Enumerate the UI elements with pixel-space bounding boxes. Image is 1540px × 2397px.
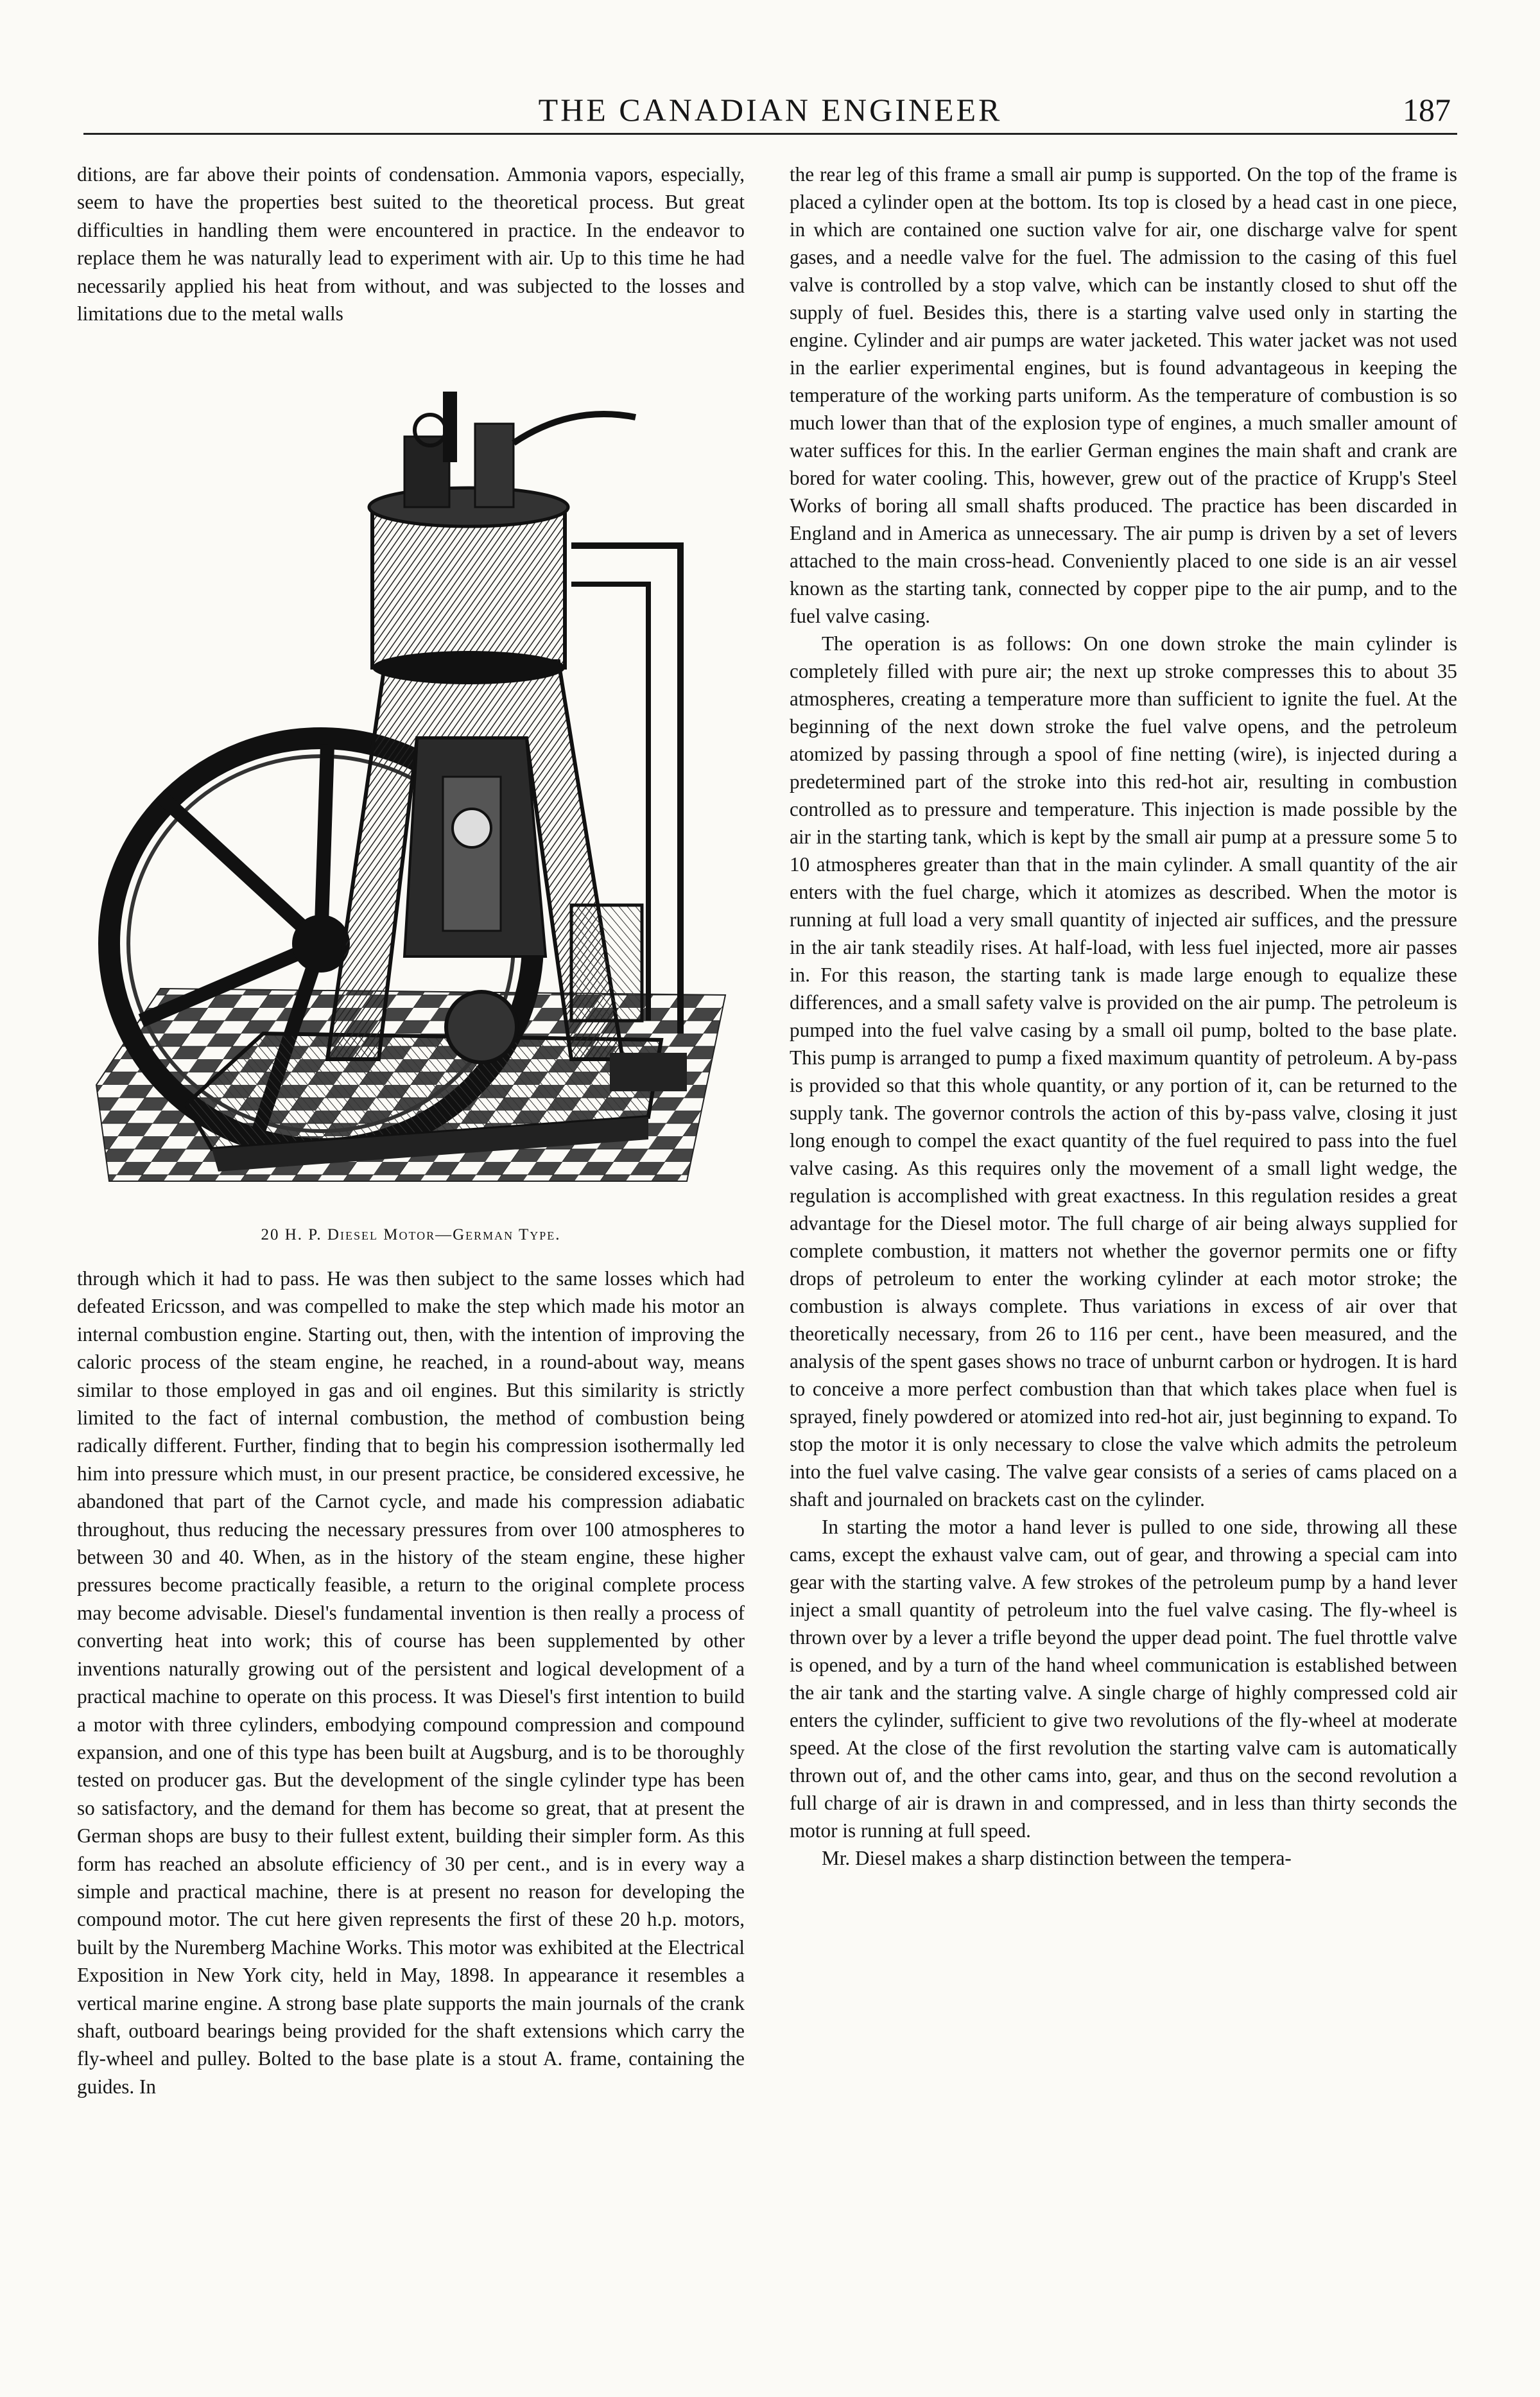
running-header (83, 91, 1457, 132)
left-lead-paragraph-box (77, 160, 745, 379)
journal-title: THE CANADIAN ENGINEER (538, 92, 1003, 128)
right-paragraph-2: The operation is as follows: On one down stroke the main cylinder is completely filled with pure air; the next up stroke compresses this to about 35 atmospheres, creating a temperature more than sufficient to ignite the fuel. At the beginning of the next down stroke the fuel valve opens, and the petroleum atomized by passing through a spool of fine netting (wire), is injected during a predetermined part of the stroke into this red-hot air, resulting in combustion controlled as to pressure and temperature. This injection is made possible by the air in the starting tank, which is kept by the small air pump at a pressure some 5 to 10 atmospheres greater than that in the main cylinder. A small quantity of the air enters with the fuel charge, which it atomizes as described. When the motor is running at full load a very small quantity of injected air suffices, and the pressure in the air tank steadily rises. At half-load, with less fuel injected, more air passes in. For this reason, the starting tank is made large enough to equalize these differences, and a small safety valve is provided on the air pump. The petroleum is pumped into the fuel valve casing by a small oil pump, bolted to the base plate. This pump is arranged to pump a fixed maximum quantity of petroleum. A by-pass is provided so that this whole quantity, or any portion of it, can be returned to the supply tank. The governor controls the action of this by-pass valve, closing it just long enough to compel the exact quantity of the fuel required to pass into the fuel valve casing. As this requires only the movement of a small light wedge, the regulation is accomplished with great exactness. In this regulation resides a great advantage for the Diesel motor. The full charge of air being always supplied for complete combustion, it matters not whether the governor permits one or fifty drops of petroleum to enter the working cylinder at each motor stroke; the combustion is always complete. Thus variations in excess of air over that theoretically necessary, from 26 to 116 per cent., have been measured, and the analysis of the spent gases shows no trace of unburnt carbon or hydrogen. It is hard to conceive a more perfect combustion than that which takes place when fuel is sprayed, finely powdered or atomized into red-hot air, just beginning to expand. To stop the motor it is only necessary to close the valve which admits the petroleum into the fuel valve casing. The valve gear consists of a series of cams placed on a shaft and journaled on brackets cast on the cylinder. (790, 632, 1457, 1510)
right-paragraph-1: the rear leg of this frame a small air pump is supported. On the top of the frame is placed a cylinder open at the bottom. Its top is closed by a head cast in one piece, in which are contained one suction valve for air, one discharge valve for spent gases, and a needle valve for the fuel. The admission to the casing of this fuel valve is controlled by a stop valve, which can be instantly closed to shut off the supply of fuel. Besides this, there is a starting valve used only in starting the engine. Cylinder and air pumps are water jacketed. This water jacket was not used in the earlier experimental engines, but is found advantageous in keeping the temperature of the working parts uniform. As the temperature of combustion is so much lower than that of the explosion type of engines, a much smaller amount of water suffices for this. In the earlier German engines the main shaft and crank are bored for water cooling. This, however, grew out of the practice of Krupp's Steel Works of boring all small shafts produced. The practice has been discarded in England and in America as unnecessary. The air pump is driven by a set of levers attached to the main cross-head. Conveniently placed to one side is an air vessel known as the starting tank, connected by copper pipe to the air pump, and to the fuel valve casing. (790, 163, 1457, 627)
cylinder (369, 488, 568, 684)
diesel-motor-engraving (83, 379, 738, 1220)
right-paragraph-3: In starting the motor a hand lever is pulled to one side, throwing all these cams, except the exhaust valve cam, out of gear, and throwing a special cam into gear with the starting valve. A few strokes of the petroleum pump by a hand lever inject a small quantity of petroleum into the fuel valve casing. The fly-wheel is thrown over by a lever a trifle beyond the upper dead point. The fuel throttle valve is opened, and by a turn of the hand wheel communication is established between the air tank and the starting valve. A single charge of highly compressed cold air enters the cylinder, sufficient to give two revolutions of the fly-wheel at moderate speed. At the close of the first revolution the starting valve cam is automatically thrown out of, and the other cams into, gear, and thus on the second revolution a full charge of air is drawn in and compressed, and in less than thirty seconds the motor is running at full speed. (790, 1516, 1457, 1842)
left-paragraph-1: ditions, are far above their points of condensation. Ammonia vapors, especially, seem to have the properties best suited to the theoretical process. But great difficulties in handling them were encountered in practice. In the endeavor to replace them he was naturally lead to experiment with air. Up to this time he had necessarily applied his heat from without, and was subjected to the losses and limitations due to the metal walls (77, 163, 745, 325)
right-column (790, 160, 1457, 2369)
left-paragraph-2: through which it had to pass. He was then subject to the same losses which had defeated Ericsson, and was compelled to make the step which made his motor an internal combustion engine. Starting out, then, with the intention of improving the caloric process of the steam engine, he reached, in a round-about way, means similar to those employed in gas and oil engines. But this similarity is strictly limited to the fact of internal combustion, the method of combustion being radically different. Further, finding that to begin his compression isothermally led him into pressure which must, in our present practice, be considered excessive, he abandoned that part of the Carnot cycle, and made his compression adiabatic throughout, thus reducing the necessary pressures from over 100 atmospheres to between 30 and 40. When, as in the history of the steam engine, these higher pressures become practically feasible, a return to the original complete process may become advisable. Diesel's fundamental invention is then really a process of converting heat into work; this of course has been supplemented by other inventions naturally growing out of the persistent and logical development of a practical machine to operate on this process. It was Diesel's first intention to build a motor with three cylinders, embodying compound compression and compound expansion, and one of this type has been built at Augsburg, and is to be thoroughly tested on producer gas. But the development of the single cylinder type has been so satisfactory, and the demand for them has become so great, that at present the German shops are busy to their fullest extent, building their simpler form. As this form has reached an absolute efficiency of 30 per cent., and is in every way a simple and practical machine, there is at present no reason for developing the compound motor. The cut here given represents the first of these 20 h.p. motors, built by the Nuremberg Machine Works. This motor was exhibited at the Electrical Exposition in New York city, held in May, 1898. In appearance it resembles a vertical marine engine. A strong base plate supports the main journals of the crank shaft, outboard bearings being provided for the shaft extensions which carry the fly-wheel and pulley. Bolted to the base plate is a stout A. frame, containing the guides. In (77, 1267, 745, 2098)
left-column (77, 160, 745, 2369)
header-rule (83, 133, 1457, 135)
engine-figure (77, 379, 745, 1265)
right-paragraph-4: Mr. Diesel makes a sharp distinction between the tempera- (822, 1847, 1292, 1869)
page-number: 187 (1403, 92, 1451, 128)
figure-caption: 20 H. P. Diesel Motor—German Type. (261, 1226, 561, 1243)
